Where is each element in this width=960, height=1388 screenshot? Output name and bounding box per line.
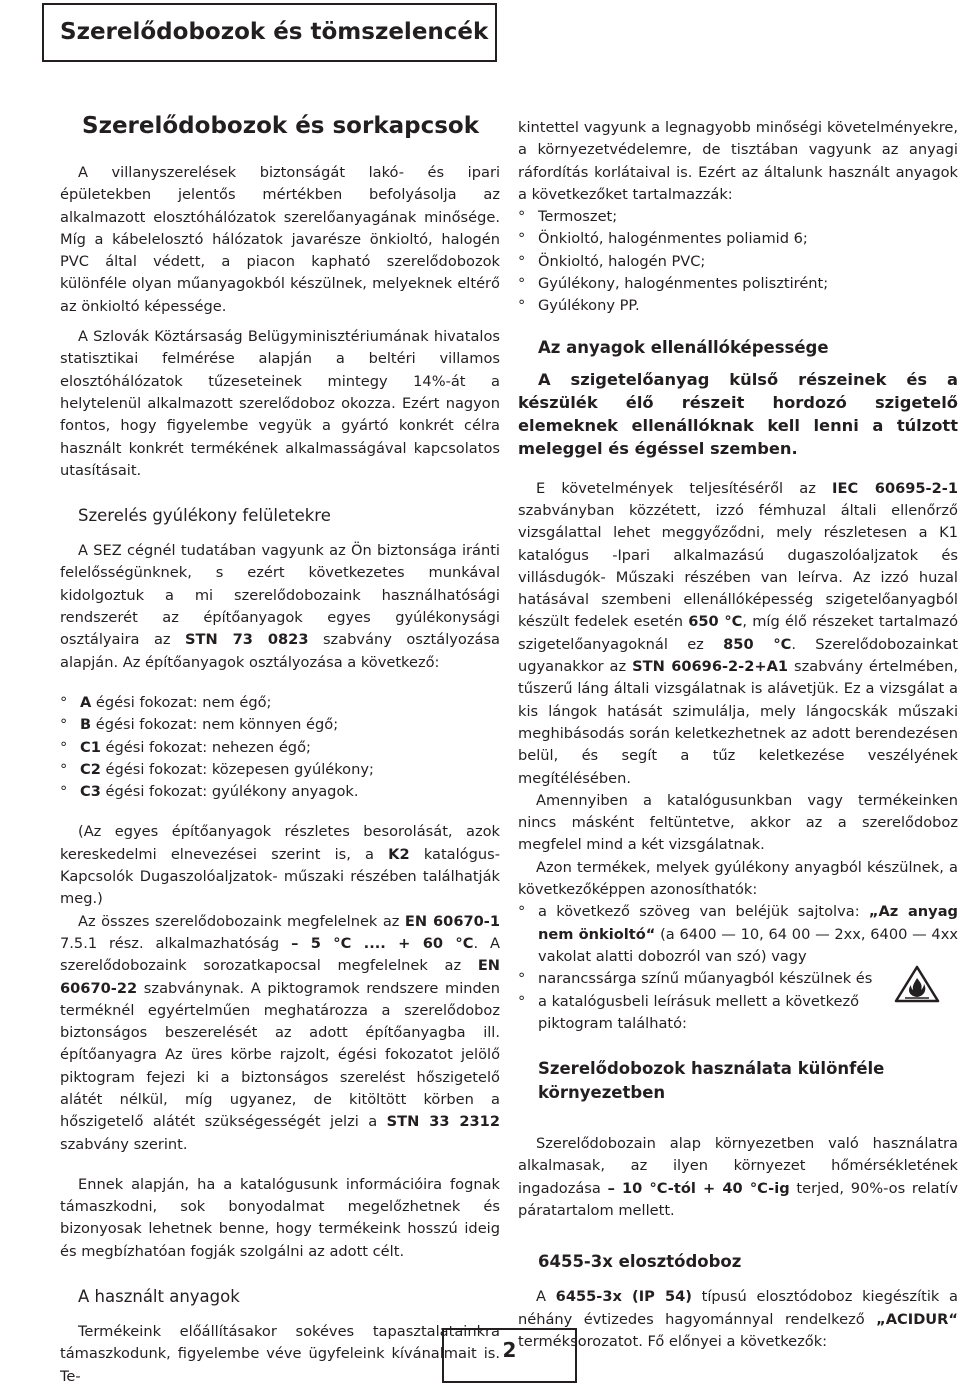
subheading-environments: Szerelődobozok használata különféle környezetben	[538, 1059, 885, 1103]
list-item: ° Gyúlékony, halogénmentes polisztirént;	[518, 275, 829, 293]
paragraph-k2-reference: (Az egyes építőanyagok részletes besorolását, azok kereskedelmi elnevezései szerint is, a K2 katalógus- Kapcsolók Dugaszolóaljzatok- műszaki részében találhatják meg.)	[60, 823, 500, 908]
identification-list	[518, 901, 958, 1035]
list-item: ° B égési fokozat: nem könnyen égő;	[60, 716, 339, 734]
paragraph-intro: A villanyszerelések biztonságát lakó- és ipari épületekben jelentős mértékben befolyásolja az alkalmazott elosztóhálózatok szerelőanyagának minősége. Míg a kábelelosztó hálózatok javarésze önkioltó, halogén PVC által védett, a piacon kapható szerelődobozok különféle olyan műanyagokból készülnek, melyeknek eltérő az önkioltó képessége.	[60, 164, 500, 315]
combustibility-classes-list	[60, 692, 500, 803]
paragraph-distribution-box: A 6455-3x (IP 54) típusú elosztódoboz kiegészítik a néhány évtizedes hagyománnyal rendelkező „ACIDUR“ terméksorozatot. Fő előnyei a következők:	[518, 1288, 958, 1350]
list-item: ° narancssárga színű műanyagból készülnek és	[518, 970, 873, 988]
right-column	[518, 117, 958, 1353]
list-item: ° Önkioltó, halogénmentes poliamid 6;	[518, 230, 808, 248]
section-heading-boxes: Szerelődobozok és sorkapcsok	[82, 113, 480, 139]
paragraph-insulation-requirement: A szigetelőanyag külső részeinek és a készülék élő részeit hordozó szigetelő elemeknek ellenállóknak kell lenni a túlzott meleggel és égéssel szemben.	[518, 369, 958, 458]
list-item: ° Gyúlékony PP.	[518, 297, 640, 315]
list-item: ° C2 égési fokozat: közepesen gyúlékony;	[60, 760, 374, 778]
list-item: ° C1 égési fokozat: nehezen égő;	[60, 738, 311, 756]
header-banner	[42, 3, 497, 62]
list-item: ° a katalógusbeli leírásuk mellett a következő piktogram található:	[518, 992, 860, 1032]
paragraph-classification: A SEZ cégnél tudatában vagyunk az Ön biztonsága iránti felelősségünknek, s ezért következetes munkával kidolgoztuk a mi szerelődobozaink használhatósági rendszerét az építőanyagok egyes gyúlékonysági osztályaira az STN 73 0823 szabvány osztályozása alapján. Az építőanyagok osztályozása a következő:	[60, 542, 500, 671]
materials-list	[518, 206, 958, 317]
paragraph-identification: Azon termékek, melyek gyúlékony anyagból készülnek, a következőképpen azonosíthatók:	[518, 858, 958, 899]
paragraph-standards: Az összes szerelődobozaink megfelelnek az EN 60670-1 7.5.1 rész. alkalmazhatóság – 5 °C .... + 60 °C. A szerelődobozaink sorozatkapocsal megfelelnek az EN 60670-22 szabványnak. A piktogramok rendszere minden terméknél egyértelműen meghatározza a szerelődoboz biztonságos beszerelését az adott építőanyagba ill. építőanyagra Az üres körbe rajzolt, égési fokozatot jelölő piktogram fejezi ki a biztonságos szerelést hőszigetelő alátét nélkül, míg ugyanez, de kitöltött körben a hőszigetelő alátét szükségességét jelzi a STN 33 2312 szabvány szerint.	[60, 912, 500, 1153]
list-item: ° A égési fokozat: nem égő;	[60, 693, 272, 711]
paragraph-experience: Termékeink előállításakor sokéves tapasztalatainkra támaszkodunk, figyelembe véve ügyfeleink kívánalmait is. Te-	[60, 1323, 500, 1385]
paragraph-glow-wire-test: E követelmények teljesítéséről az IEC 60695-2-1 szabványban közzétett, izzó fémhuzal általi ellenőrző vizsgálattal lehet meggyőződni, mely részletesen a K1 katalógus -Ipari alkalmazású dugaszolóaljzatok és villásdugók- Műszaki részében van leírva. Az izzó huzal hatásával szembeni ellenállóképesség szigetelőanyagból készült fedelek esetén 650 °C, míg élő részeket tartalmazó szigetelőanyagoknál ez 850 °C. Szerelődobozainkat ugyanakkor az STN 60696-2-2+A1 szabvány értelmében, tűszerű láng általi vizsgálatnak is alávetjük. Ez a vizsgálat a kis lángok hatását szimulálja, mely lángocskák műszaki meghibásodás során keletkezhetnek az adott berendezésen belül, és segít a tűz keletkezése veszélyének megítélésében.	[518, 479, 958, 787]
list-item: ° Önkioltó, halogén PVC;	[518, 252, 706, 270]
page-header-title: Szerelődobozok és tömszelencék	[60, 19, 489, 45]
list-item: ° Termoszet;	[518, 208, 618, 226]
paragraph-catalogue-reliance: Ennek alapján, ha a katalógusunk információira fognak támaszkodni, sok bonyodalmat megelőzhetnek és bizonyosak lehetnek benne, hogy termékeink hosszú ideig és megbízhatóan fogják szolgálni az adott célt.	[60, 1175, 500, 1260]
list-item: ° C3 égési fokozat: gyúlékony anyagok.	[60, 783, 359, 801]
standard-stn-73-0823: STN 73 0823	[185, 631, 309, 649]
paragraph-statistics: A Szlovák Köztársaság Belügyminisztériumának hivatalos statisztikai felmérése alapján a beltéri villamos elosztóhálózatok tűzeseteinek mintegy 14%-át a helytelenül alkalmazott szerelődoboz okozza. Ezért nagyon fontos, hogy figyelembe vegyük a gyártó konkrét célra használt konkrét termékének alkalmasságával kapcsolatos utasításait.	[60, 328, 500, 479]
flammable-warning-icon	[894, 965, 940, 1003]
left-column	[60, 110, 500, 1388]
page-number: 2	[502, 1338, 517, 1362]
page-number-box	[442, 1328, 577, 1383]
paragraph-both-tests: Amennyiben a katalógusunkban vagy termékeinken nincs másként feltüntetve, akkor az a szerelődoboz megfelel mind a két vizsgálatnak.	[518, 791, 958, 854]
subheading-distribution-box: 6455-3x elosztódoboz	[538, 1252, 742, 1272]
paragraph-quality-requirements: kintettel vagyunk a legnagyobb minőségi követelményekre, a környezetvédelemre, de tisztában vagyunk az anyagi ráfordítás korlátaival is. Ezért az általunk használt anyagok a következőket tartalmazzák:	[518, 119, 958, 203]
subheading-material-resistance: Az anyagok ellenállóképessége	[538, 337, 829, 357]
subheading-materials-used: A használt anyagok	[78, 1287, 240, 1307]
paragraph-environment-temperature: Szerelődobozain alap környezetben való használatra alkalmasak, az ilyen környezet hőmérsékletének ingadozása – 10 °C-tól + 40 °C-ig terjed, 90%-os relatív páratartalom mellett.	[518, 1135, 958, 1219]
subheading-flammable-surfaces: Szerelés gyúlékony felületekre	[78, 506, 331, 526]
list-item: ° a következő szöveg van beléjük sajtolva: „Az anyag nem önkioltó“ (a 6400 — 10, 64 00 — 2xx, 6400 — 4xx vakolat alatti dobozról van szó) vagy	[518, 903, 958, 965]
